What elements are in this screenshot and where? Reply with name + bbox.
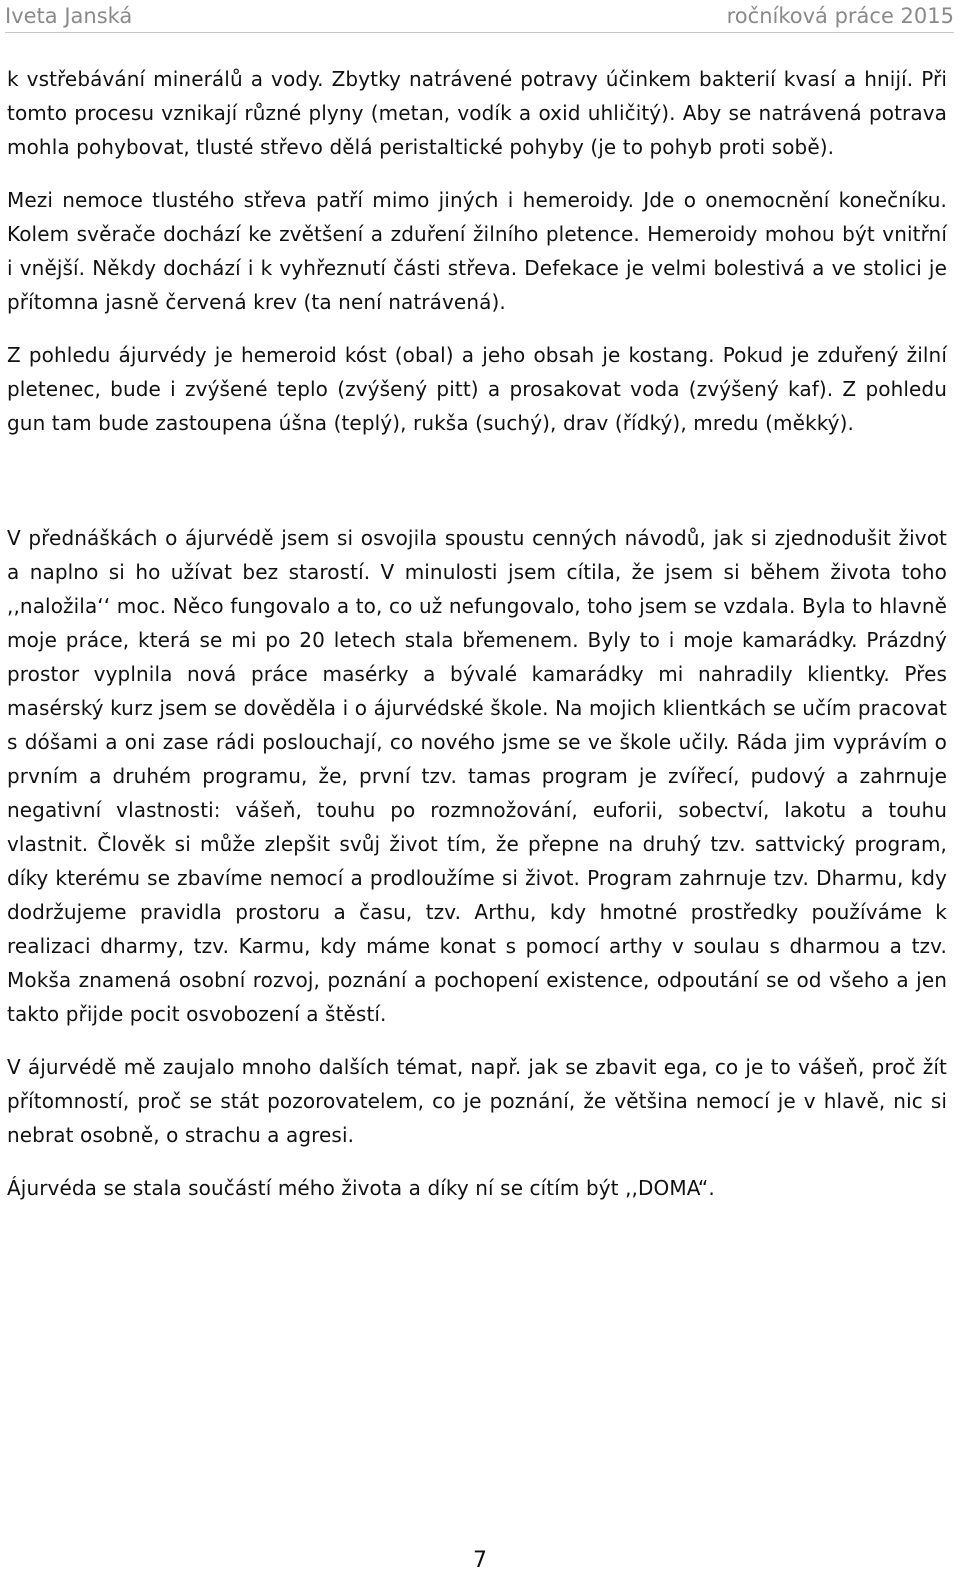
header-author: Iveta Janská bbox=[5, 4, 133, 28]
document-body bbox=[7, 62, 947, 1224]
paragraph-topics: V ájurvédě mě zaujalo mnoho dalších témat, např. jak se zbavit ega, co je to vášeň, proč žít přítomností, proč se stát pozorovatelem, co je poznání, že většina nemocí je v hlavě, nic si nebrat osobně, o strachu a agresi. bbox=[7, 1055, 947, 1147]
paragraph-conclusion: Ájurvéda se stala součástí mého života a díky ní se cítím být ,,DOMA“. bbox=[7, 1176, 715, 1200]
page-number: 7 bbox=[473, 1548, 487, 1573]
header-title: ročníková práce 2015 bbox=[726, 4, 954, 28]
paragraph-hemorrhoids: Mezi nemoce tlustého střeva patří mimo jiných i hemeroidy. Jde o onemocnění konečníku. Kolem svěrače dochází ke zvětšení a zduření žilního pletence. Hemeroidy mohou být vnitřní i vnější. Někdy dochází i k vyhřeznutí části střeva. Defekace je velmi bolestivá a ve stolici je přítomna jasně červená krev (ta není natrávená). bbox=[7, 188, 947, 314]
page-header bbox=[5, 0, 954, 33]
paragraph-ayurveda-view: Z pohledu ájurvédy je hemeroid kóst (obal) a jeho obsah je kostang. Pokud je zduřený žilní pletenec, bude i zvýšené teplo (zvýšený pitt) a prosakovat voda (zvýšený kaf). Z pohledu gun tam bude zastoupena úšna (teplý), rukša (suchý), drav (řídký), mredu (měkký). bbox=[7, 343, 947, 435]
paragraph-lectures: V přednáškách o ájurvédě jsem si osvojila spoustu cenných návodů, jak si zjednodušit život a naplno si ho užívat bez starostí. V minulosti jsem cítila, že jsem si během života toho ,,naložila‘‘ moc. Něco fungovalo a to, co už nefungovalo, toho jsem se vzdala. Byla to hlavně moje práce, která se mi po 20 letech stala břemenem. Byly to i moje kamarádky. Prázdný prostor vyplnila nová práce masérky a bývalé kamarádky mi nahradily klientky. Přes masérský kurz jsem se dověděla i o ájurvédské škole. Na mojich klientkách se učím pracovat s dóšami a oni zase rádi poslouchají, co nového jsme se ve škole učily. Ráda jim vyprávím o prvním a druhém programu, že, první tzv. tamas program je zvířecí, pudový a zahrnuje negativní vlastnosti: vášeň, touhu po rozmnožování, euforii, sobectví, lakotu a touhu vlastnit. Člověk si může zlepšit svůj život tím, že přepne na druhý tzv. sattvický program, díky kterému se zbavíme nemocí a prodloužíme si život. Program zahrnuje tzv. Dharmu, kdy dodržujeme pravidla prostoru a času, tzv. Arthu, kdy hmotné prostředky používáme k realizaci dharmy, tzv. Karmu, kdy máme konat s pomocí arthy v soulau s dharmou a tzv. Mokša znamená osobní rozvoj, poznání a pochopení existence, odpoutání se od všeho a jen takto přijde pocit osvobození a štěstí. bbox=[7, 526, 947, 1026]
paragraph-digestion: k vstřebávání minerálů a vody. Zbytky natrávené potravy účinkem bakterií kvasí a hnijí. Při tomto procesu vznikají různé plyny (metan, vodík a oxid uhličitý). Aby se natrávená potrava mohla pohybovat, tlusté střevo dělá peristaltické pohyby (je to pohyb proti sobě). bbox=[7, 67, 947, 159]
